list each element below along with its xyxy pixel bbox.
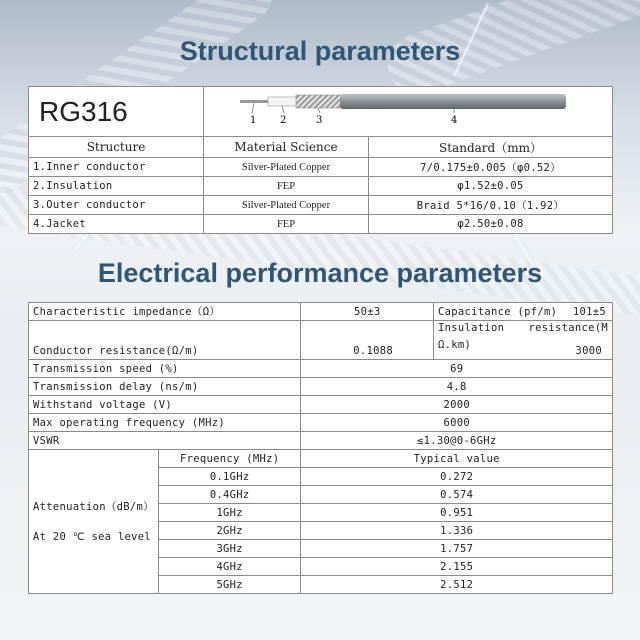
attenuation-label-1: Attenuation（dB/m）: [33, 500, 154, 513]
insulation-label-3: Ω.km): [438, 339, 472, 351]
table-row: [29, 378, 613, 396]
standard: 7/0.175±0.005（φ0.52）: [369, 158, 613, 177]
inner-conductor: [240, 100, 270, 103]
insulation-layer: [268, 97, 298, 106]
standard: Braid 5*16/0.10（1.92）: [369, 196, 613, 215]
insulation-value: 3000: [575, 345, 602, 357]
attenuation-label-2: At 20 ℃ sea level: [33, 530, 152, 543]
typical-value: 2.155: [301, 558, 613, 576]
param-value: 2000: [301, 396, 613, 414]
typical-value-header: Typical value: [301, 450, 613, 468]
param-value: ≤1.30@0-6GHz: [301, 432, 613, 450]
structure-name: 4.Jacket: [29, 215, 204, 234]
conductor-resistance-value: [301, 321, 434, 360]
header-material: Material Science: [204, 137, 369, 158]
material: Silver-Plated Copper: [204, 158, 369, 177]
capacitance-label-text: Capacitance (pf/m): [438, 305, 558, 318]
typical-value: 0.272: [301, 468, 613, 486]
typical-value: 0.951: [301, 504, 613, 522]
header-standard: Standard（mm）: [369, 137, 613, 158]
table-row: [29, 450, 613, 468]
param-label: Transmission speed (%): [29, 360, 301, 378]
conductor-resistance-number: 0.1088: [353, 345, 393, 357]
frequency: 0.4GHz: [158, 486, 301, 504]
diagram-label-2: 2: [280, 115, 287, 126]
braid-layer: [296, 95, 342, 108]
structure-name: 3.Outer conductor: [29, 196, 204, 215]
table-row: [29, 158, 613, 177]
table-row: [29, 360, 613, 378]
conductor-resistance-label: [29, 321, 301, 360]
table-row: [29, 432, 613, 450]
table-row: [29, 177, 613, 196]
table-row: [29, 215, 613, 234]
frequency: 4GHz: [158, 558, 301, 576]
insulation-label-2: resistance(M: [528, 322, 608, 334]
structural-heading: Structural parameters: [179, 36, 461, 66]
structure-name: 1.Inner conductor: [29, 158, 204, 177]
table-row: [29, 321, 613, 360]
standard: φ2.50±0.08: [369, 215, 613, 234]
frequency: 3GHz: [158, 540, 301, 558]
capacitance-label: [434, 303, 613, 321]
structure-name: 2.Insulation: [29, 177, 204, 196]
cable-diagram-cell: [204, 87, 613, 137]
table-row: [29, 396, 613, 414]
diagram-label-4: 4: [451, 115, 458, 126]
impedance-value: 50±3: [301, 303, 434, 321]
frequency: 0.1GHz: [158, 468, 301, 486]
material: FEP: [204, 215, 369, 234]
header-structure: Structure: [29, 137, 204, 158]
model-name: RG316: [29, 87, 204, 137]
insulation-label-1: Insulation: [438, 322, 505, 334]
param-value: 69: [301, 360, 613, 378]
param-value: 4.8: [301, 378, 613, 396]
insulation-resistance-cell: [434, 321, 613, 360]
typical-value: 0.574: [301, 486, 613, 504]
standard: φ1.52±0.05: [369, 177, 613, 196]
param-label: Max operating frequency (MHz): [29, 414, 301, 432]
structural-table: [28, 86, 613, 234]
jacket-layer: [340, 94, 566, 109]
frequency: 5GHz: [158, 576, 301, 594]
material: Silver-Plated Copper: [204, 196, 369, 215]
param-label: Transmission delay (ns/m): [29, 378, 301, 396]
diagram-label-1: 1: [250, 115, 257, 126]
table-row: [29, 414, 613, 432]
frequency-header: Frequency (MHz): [158, 450, 301, 468]
typical-value: 2.512: [301, 576, 613, 594]
capacitance-value: 101±5: [572, 305, 606, 318]
typical-value: 1.336: [301, 522, 613, 540]
material: FEP: [204, 177, 369, 196]
cable-cross-section-diagram: [204, 87, 604, 133]
param-label: Withstand voltage (V): [29, 396, 301, 414]
param-value: 6000: [301, 414, 613, 432]
frequency: 2GHz: [158, 522, 301, 540]
impedance-label: Characteristic impedance（Ω）: [29, 303, 301, 321]
param-label: VSWR: [29, 432, 301, 450]
frequency: 1GHz: [158, 504, 301, 522]
conductor-resistance-text: Conductor resistance(Ω/m): [33, 345, 199, 357]
electrical-heading: Electrical performance parameters: [97, 258, 543, 288]
insulation-label: [438, 322, 608, 334]
typical-value: 1.757: [301, 540, 613, 558]
table-row: [29, 196, 613, 215]
diagram-label-3: 3: [316, 115, 323, 126]
attenuation-label: [29, 450, 159, 594]
electrical-table: [28, 302, 613, 594]
table-row: [29, 303, 613, 321]
